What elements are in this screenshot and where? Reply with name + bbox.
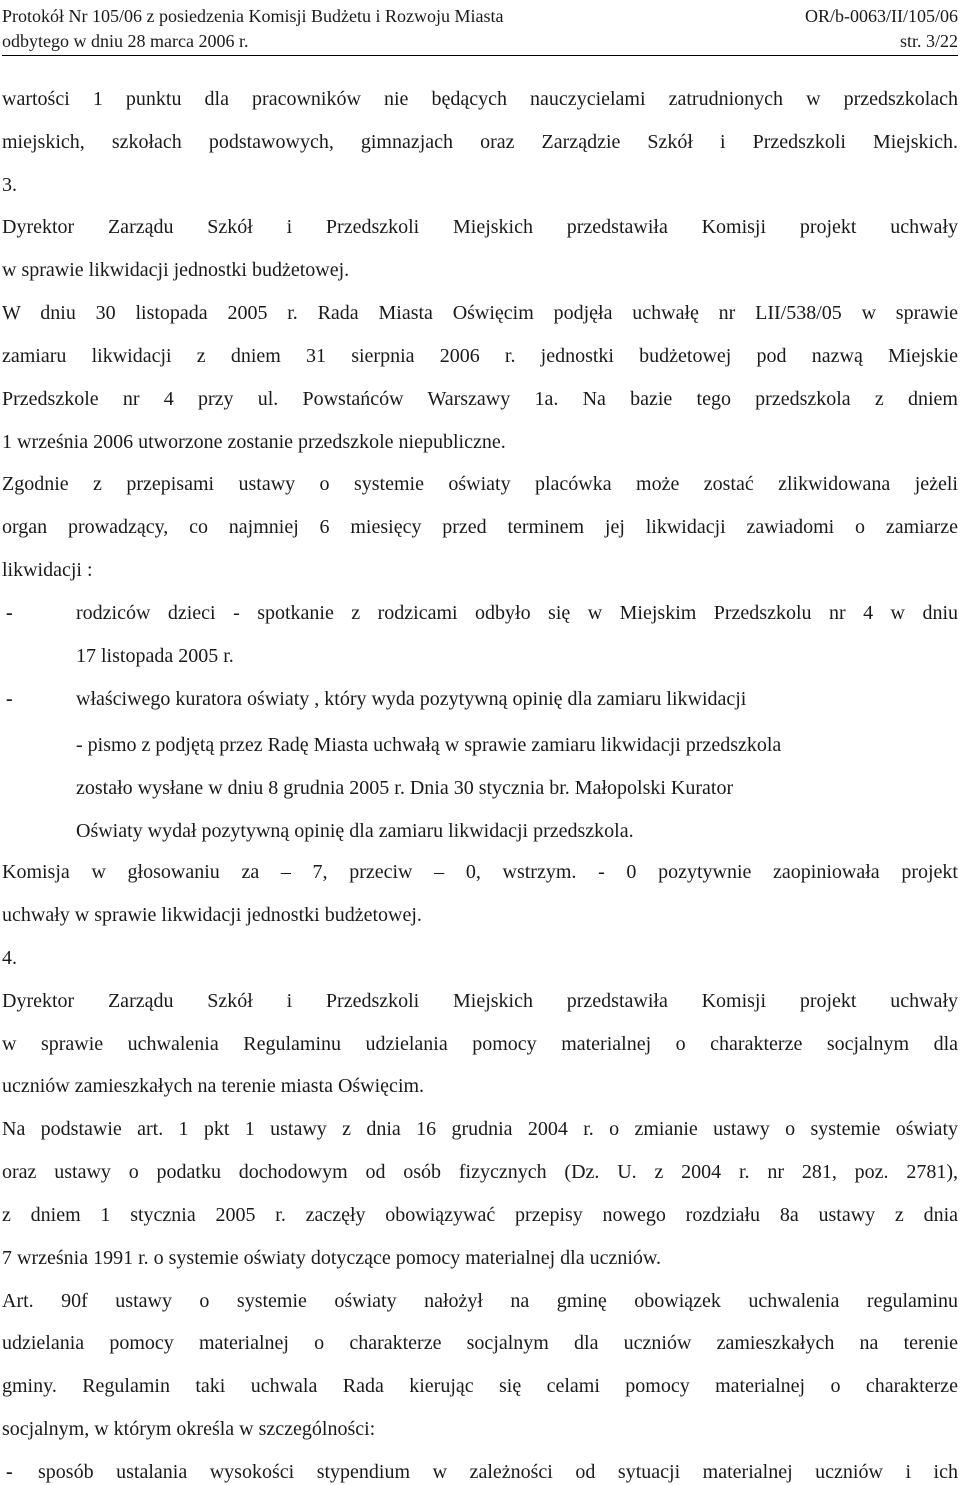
page-number: str. 3/22 <box>899 31 958 51</box>
section-number: 3. <box>2 174 17 196</box>
text-line: - pismo z podjętą przez Radę Miasta uchwałą w sprawie zamiaru likwidacji przedszkola <box>76 734 782 756</box>
text-line: 7 września 1991 r. o systemie oświaty dotyczące pomocy materialnej dla uczniów. <box>2 1247 662 1269</box>
text-line: Dyrektor Zarządu Szkół i Przedszkoli Miejskich przedstawiła Komisji projekt uchwały <box>2 216 958 238</box>
text-line: miejskich, szkołach podstawowych, gimnazjach oraz Zarządzie Szkół i Przedszkoli Miejskich. <box>2 131 958 153</box>
document-code: OR/b-0063/II/105/06 <box>805 6 958 26</box>
list-bullet: - <box>6 688 13 710</box>
text-line: w sprawie uchwalenia Regulaminu udzielania pomocy materialnej o charakterze socjalnym dla <box>2 1033 958 1055</box>
text-line: uchwały w sprawie likwidacji jednostki budżetowej. <box>2 904 422 926</box>
text-line: wartości 1 punktu dla pracowników nie będących nauczycielami zatrudnionych w przedszkolach <box>2 88 958 110</box>
text-line: likwidacji : <box>2 559 93 581</box>
text-line: gminy. Regulamin taki uchwala Rada kierując się celami pomocy materialnej o charakterze <box>2 1375 958 1397</box>
text-line: uczniów zamieszkałych na terenie miasta Oświęcim. <box>2 1075 425 1097</box>
text-line: Dyrektor Zarządu Szkół i Przedszkoli Miejskich przedstawiła Komisji projekt uchwały <box>2 990 958 1012</box>
text-line: Art. 90f ustawy o systemie oświaty nałożył na gminę obowiązek uchwalenia regulaminu <box>2 1290 958 1312</box>
list-bullet: - <box>6 602 13 624</box>
text-line: zostało wysłane w dniu 8 grudnia 2005 r. Dnia 30 stycznia br. Małopolski Kurator <box>76 777 734 799</box>
text-line: W dniu 30 listopada 2005 r. Rada Miasta Oświęcim podjęła uchwałę nr LII/538/05 w sprawie <box>2 302 958 324</box>
protocol-title: Protokół Nr 105/06 z posiedzenia Komisji Budżetu i Rozwoju Miasta <box>2 6 504 26</box>
text-line: organ prowadzący, co najmniej 6 miesięcy przed terminem jej likwidacji zawiadomi o zamiarze <box>2 516 958 538</box>
section-number: 4. <box>2 947 17 969</box>
header-divider <box>2 55 958 56</box>
text-line: Przedszkole nr 4 przy ul. Powstańców Warszawy 1a. Na bazie tego przedszkola z dniem <box>2 388 958 410</box>
text-line: socjalnym, w którym określa w szczególności: <box>2 1418 376 1440</box>
meeting-date: odbytego w dniu 28 marca 2006 r. <box>2 31 249 51</box>
text-line: oraz ustawy o podatku dochodowym od osób fizycznych (Dz. U. z 2004 r. nr 281, poz. 2781), <box>2 1161 958 1183</box>
text-line: Oświaty wydał pozytywną opinię dla zamiaru likwidacji przedszkola. <box>76 820 634 842</box>
text-line: Na podstawie art. 1 pkt 1 ustawy z dnia 16 grudnia 2004 r. o zmianie ustawy o systemie oświaty <box>2 1118 958 1140</box>
list-item: właściwego kuratora oświaty , który wyda pozytywną opinię dla zamiaru likwidacji <box>76 688 747 710</box>
text-line: z dniem 1 stycznia 2005 r. zaczęły obowiązywać przepisy nowego rozdziału 8a ustawy z dnia <box>2 1204 958 1226</box>
page-header <box>2 4 958 54</box>
text-line: 17 listopada 2005 r. <box>76 645 234 667</box>
text-line: w sprawie likwidacji jednostki budżetowej. <box>2 259 350 281</box>
list-item: rodziców dzieci - spotkanie z rodzicami odbyło się w Miejskim Przedszkolu nr 4 w dniu <box>76 602 958 624</box>
list-item: sposób ustalania wysokości stypendium w zależności od sytuacji materialnej uczniów i ich <box>38 1461 958 1483</box>
text-line: zamiaru likwidacji z dniem 31 sierpnia 2006 r. jednostki budżetowej pod nazwą Miejskie <box>2 345 958 367</box>
text-line: Zgodnie z przepisami ustawy o systemie oświaty placówka może zostać zlikwidowana jeżeli <box>2 473 958 495</box>
text-line: 1 września 2006 utworzone zostanie przedszkole niepubliczne. <box>2 431 506 453</box>
list-bullet: - <box>6 1461 13 1483</box>
text-line: Komisja w głosowaniu za – 7, przeciw – 0, wstrzym. - 0 pozytywnie zaopiniowała projekt <box>2 861 958 883</box>
text-line: udzielania pomocy materialnej o charakterze socjalnym dla uczniów zamieszkałych na terenie <box>2 1332 958 1354</box>
